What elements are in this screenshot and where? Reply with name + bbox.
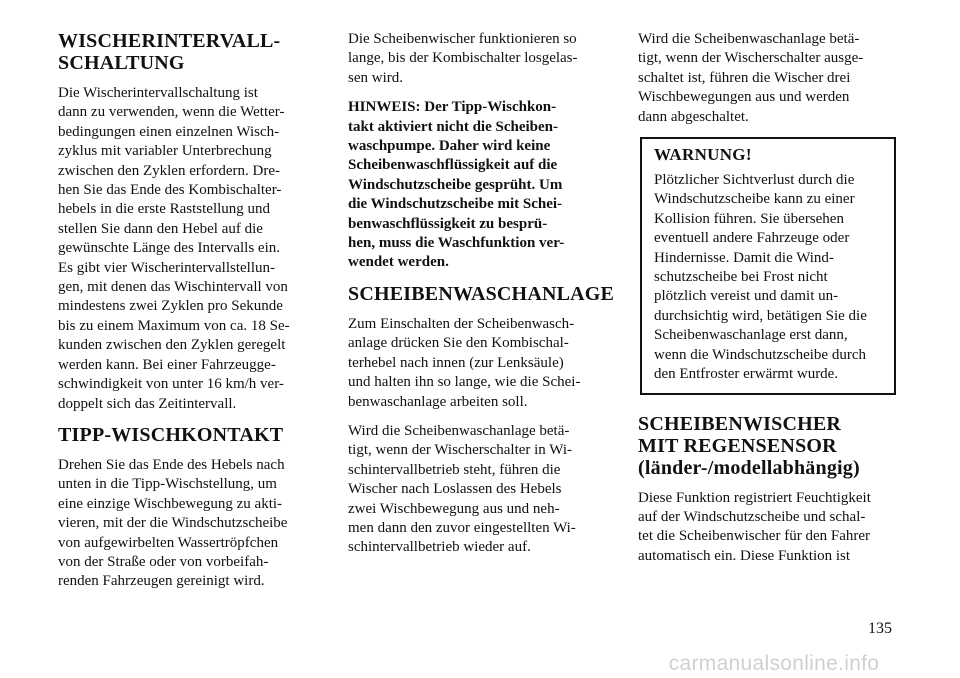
text-line: gen, mit denen das Wischintervall von [58, 279, 288, 296]
warning-box [640, 137, 896, 394]
watermark: carmanualsonline.info [668, 652, 880, 675]
text-line: wenn die Windschutzscheibe durch [654, 346, 866, 363]
column-3 [638, 30, 896, 576]
text-line: den Entfroster erwärmt wurde. [654, 366, 839, 383]
section-heading [58, 424, 316, 446]
text-line: kunden zwischen den Zyklen geregelt [58, 337, 286, 354]
text-line: hebels in die erste Raststellung und [58, 201, 271, 218]
text-line: vieren, mit der die Windschutzscheibe [58, 515, 288, 532]
text-line: benwaschanlage arbeiten soll. [348, 393, 528, 410]
text-line: lange, bis der Kombischalter losgelas- [348, 50, 578, 67]
text-line: doppelt sich das Zeitintervall. [58, 395, 237, 412]
text-line: TIPP-WISCHKONTAKT [58, 423, 284, 446]
text-line: schintervallbetrieb steht, führen die [348, 461, 561, 478]
text-line: durchsichtig wird, betätigen Sie die [654, 307, 867, 324]
text-line: gewünschte Länge des Intervalls ein. [58, 240, 281, 257]
warning-text [654, 171, 884, 384]
section-heading [348, 282, 615, 305]
text-line: automatisch ein. Diese Funktion ist [638, 547, 851, 564]
text-line: zwei Wischbewegung aus und neh- [348, 500, 560, 517]
text-line: dann zu verwenden, wenn die Wetter- [58, 104, 285, 121]
column-2 [348, 30, 615, 568]
text-line: bis zu einem Maximum von ca. 18 Se- [58, 317, 290, 334]
text-line: Es gibt vier Wischerintervallstellun- [58, 259, 275, 276]
text-line: stellen Sie dann den Hebel auf die [58, 220, 263, 237]
text-line: hen, muss die Waschfunktion ver- [348, 235, 565, 252]
text-line: unten in die Tipp-Wischstellung, um [58, 476, 277, 493]
text-line: Die Wischerintervallschaltung ist [58, 85, 258, 101]
body-paragraph [348, 30, 606, 88]
text-line: Windschutzscheibe gesprüht. Um [348, 176, 563, 193]
text-line: Wischer nach Loslassen des Hebels [348, 481, 562, 498]
text-line: schutzscheibe bei Frost nicht [654, 269, 828, 286]
text-line: renden Fahrzeugen gereinigt wird. [58, 573, 265, 590]
text-line: schaltet ist, führen die Wischer drei [638, 69, 851, 86]
text-line: Hindernisse. Damit die Wind- [654, 249, 834, 266]
text-line: eine einzige Wischbewegung zu akti- [58, 495, 283, 512]
text-line: takt aktiviert nicht die Scheiben- [348, 118, 558, 135]
section-heading [58, 30, 316, 74]
text-line: SCHALTUNG [58, 52, 185, 74]
text-line: tigt, wenn der Wischerschalter ausge- [638, 50, 864, 67]
body-paragraph [58, 456, 316, 592]
text-line: waschpumpe. Daher wird keine [348, 138, 551, 155]
text-line: Plötzlicher Sichtverlust durch die [654, 172, 855, 189]
text-line: benwaschflüssigkeit zu besprü- [348, 215, 548, 232]
body-paragraph [348, 315, 606, 412]
text-line: Wird die Scheibenwaschanlage betä- [348, 422, 570, 439]
body-paragraph [58, 84, 316, 414]
text-line: Wischbewegungen aus und werden [638, 89, 850, 106]
text-line: eventuell andere Fahrzeuge oder [654, 230, 850, 247]
body-paragraph [348, 422, 606, 558]
text-line: auf der Windschutzscheibe und schal- [638, 508, 866, 525]
text-line: schwindigkeit von unter 16 km/h ver- [58, 376, 284, 393]
text-line: Zum Einschalten der Scheibenwasch- [348, 315, 575, 332]
text-line: tet die Scheibenwischer für den Fahrer [638, 528, 870, 545]
column-1 [58, 30, 316, 602]
section-heading [638, 413, 896, 479]
text-line: SCHEIBENWASCHANLAGE [348, 282, 615, 305]
text-line: Die Scheibenwischer funktionieren so [348, 31, 577, 47]
text-line: Wird die Scheibenwaschanlage betä- [638, 31, 860, 47]
text-line: sen wird. [348, 69, 403, 86]
text-line: Kollision führen. Sie übersehen [654, 210, 844, 227]
text-line: und halten ihn so lange, wie die Schei- [348, 374, 581, 391]
text-line: Scheibenwaschanlage erst dann, [654, 327, 848, 344]
text-line: SCHEIBENWISCHER [638, 412, 842, 435]
text-line: von aufgewirbelten Wassertröpfchen [58, 534, 279, 551]
text-line: anlage drücken Sie den Kombischal- [348, 335, 569, 352]
text-line: Drehen Sie das Ende des Hebels nach [58, 456, 285, 473]
text-line: plötzlich vereist und damit un- [654, 288, 839, 305]
text-line: hen Sie das Ende des Kombischalter- [58, 182, 282, 199]
text-line: dann abgeschaltet. [638, 108, 749, 125]
text-line: von der Straße oder von vorbeifah- [58, 553, 269, 570]
text-line: mindestens zwei Zyklen pro Sekunde [58, 298, 283, 315]
body-paragraph [638, 489, 896, 567]
text-line: WISCHERINTERVALL- [58, 30, 281, 52]
note-paragraph [348, 98, 606, 273]
text-line: zyklus mit variabler Unterbrechung [58, 143, 272, 160]
text-line: die Windschutzscheibe mit Schei- [348, 196, 563, 213]
text-line: Diese Funktion registriert Feuchtigkeit [638, 489, 871, 506]
text-line: men dann den zuvor eingestellten Wi- [348, 519, 576, 536]
text-line: bedingungen einen einzelnen Wisch- [58, 123, 280, 140]
text-line: (länder-/modellabhängig) [638, 456, 860, 479]
text-line: wendet werden. [348, 254, 449, 271]
text-line: Windschutzscheibe kann zu einer [654, 191, 855, 208]
text-line: terhebel nach innen (zur Lenksäule) [348, 354, 564, 371]
page-number: 135 [868, 620, 892, 637]
text-line: schintervallbetrieb wieder auf. [348, 539, 531, 556]
warning-title: WARNUNG! [654, 145, 752, 165]
text-line: zwischen den Zyklen erfordern. Dre- [58, 162, 280, 179]
text-line: MIT REGENSENSOR [638, 434, 837, 457]
text-line: werden kann. Bei einer Fahrzeugge- [58, 356, 276, 373]
text-line: Scheibenwaschflüssigkeit auf die [348, 157, 558, 174]
body-paragraph [638, 30, 896, 127]
text-line: tigt, wenn der Wischerschalter in Wi- [348, 442, 573, 459]
text-line: HINWEIS: Der Tipp-Wischkon- [348, 99, 557, 116]
